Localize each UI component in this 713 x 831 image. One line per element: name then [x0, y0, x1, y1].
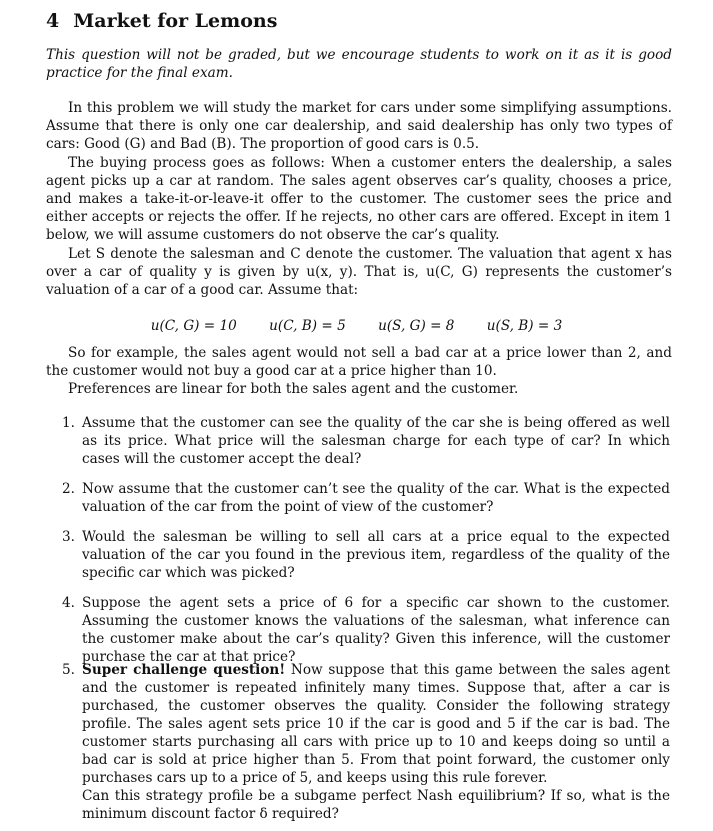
- item-number: 3.: [62, 529, 75, 545]
- section-title: Market for Lemons: [73, 10, 278, 32]
- formula-salesman-good: u(S, G) = 8: [378, 318, 455, 334]
- item-number: 4.: [62, 595, 75, 611]
- list-item: [62, 480, 670, 516]
- formula-customer-good: u(C, G) = 10: [150, 318, 237, 334]
- challenge-label: Super challenge question!: [82, 662, 286, 678]
- paragraph-setup: In this problem we will study the market for cars under some simplifying assumptions. Assume that there is only one car dealership, and said dealership has only two types of cars: Good (G) and Bad (B). The proportion of good cars is 0.5.: [46, 100, 672, 152]
- paragraph-valuations: Let S denote the salesman and C denote the customer. The valuation that agent x has over a car of quality y is given by u(x, y). That is, u(C, G) represents the customer’s valuation of a car of a good car. Assume that:: [46, 246, 672, 298]
- formula-salesman-bad: u(S, B) = 3: [486, 318, 563, 334]
- section-heading: [46, 9, 277, 33]
- item-number: 2.: [62, 481, 75, 497]
- item-text: Suppose the agent sets a price of 6 for a specific car shown to the customer. Assuming the customer knows the valuations of the salesman, what inference can the customer make about the car’s quality? Given this inference, will the customer purchase the car at that price?: [82, 595, 670, 665]
- list-item: [62, 414, 670, 468]
- section-number: 4: [46, 10, 60, 32]
- item-text: Would the salesman be willing to sell all cars at a price equal to the expected valuation of the car you found in the previous item, regardless of the quality of the specific car which was picked?: [82, 529, 670, 581]
- challenge-text: Now suppose that this game between the sales agent and the customer is repeated infinitely many times. Suppose that, after a car is purchased, the customer observes the quality. Consider the following strategy profile. The sales agent sets price 10 if the car is good and 5 if the car is bad. The customer starts purchasing all cars with price up to 10 and keeps doing so until a bad car is sold at price higher than 5. From that point forward, the customer only purchases cars up to a price of 5, and keeps using this rule forever.: [82, 662, 671, 786]
- list-item: [62, 661, 670, 823]
- item-number: 1.: [62, 415, 75, 431]
- item-text: Assume that the customer can see the quality of the car she is being offered as well as its price. What price will the salesman charge for each type of car? In which cases will the customer accept the deal?: [82, 415, 670, 467]
- list-item: [62, 594, 670, 666]
- item-text: [82, 661, 670, 787]
- challenge-question: Can this strategy profile be a subgame perfect Nash equilibrium? If so, what is the minimum discount factor δ required?: [82, 788, 670, 822]
- paragraph-example: So for example, the sales agent would not sell a bad car at a price lower than 2, and the customer would not buy a good car at a price higher than 10.: [46, 345, 672, 379]
- intro-note: This question will not be graded, but we encourage students to work on it as it is good practice for the final exam.: [46, 47, 672, 81]
- valuation-formulas: [0, 317, 713, 335]
- item-number: 5.: [62, 662, 75, 678]
- item-text: Now assume that the customer can’t see the quality of the car. What is the expected valuation of the car from the point of view of the customer?: [82, 481, 670, 515]
- list-item: [62, 528, 670, 582]
- formula-customer-bad: u(C, B) = 5: [269, 318, 346, 334]
- paragraph-buying-process: The buying process goes as follows: When a customer enters the dealership, a sales agent picks up a car at random. The sales agent observes car’s quality, chooses a price, and makes a take-it-or-leave-it offer to the customer. The customer sees the price and either accepts or rejects the offer. If he rejects, no other cars are offered. Except in item 1 below, we will assume customers do not observe the car’s quality.: [46, 155, 672, 243]
- paragraph-preferences: Preferences are linear for both the sales agent and the customer.: [68, 381, 519, 397]
